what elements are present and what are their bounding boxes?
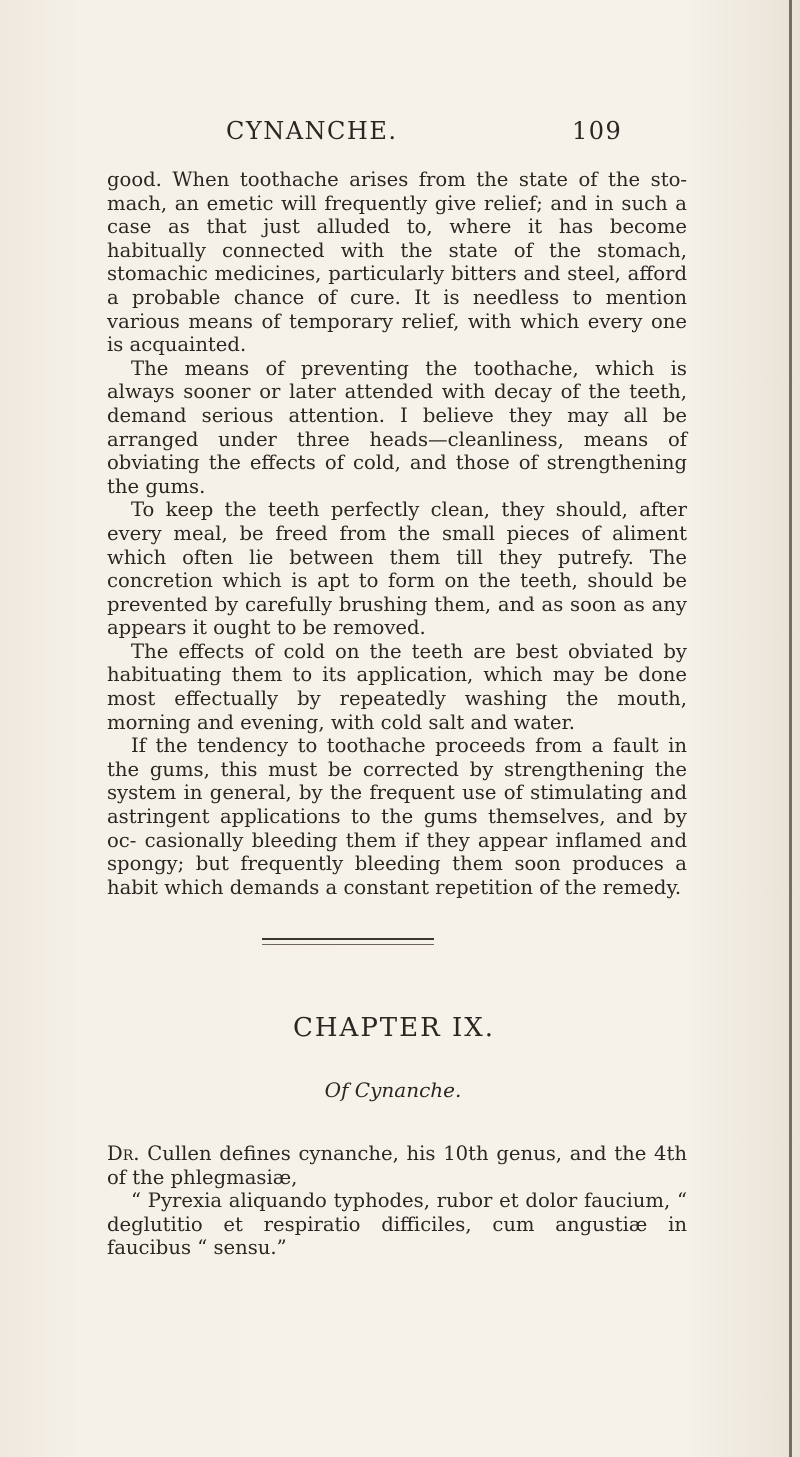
chapter-text bbox=[107, 1142, 687, 1260]
chapter-intro-lead: Dr. bbox=[107, 1142, 140, 1165]
body-text bbox=[107, 168, 687, 899]
paragraph: To keep the teeth perfectly clean, they should, after every meal, be freed from the small pieces of aliment which often lie between them till they putrefy. The concretion which is apt to form on the teeth, should be prevented by carefully brushing them, and as soon as any appears it ought to be removed. bbox=[107, 498, 687, 640]
chapter-intro bbox=[107, 1142, 687, 1189]
paragraph: If the tendency to toothache proceeds from a fault in the gums, this must be corrected by strengthening the system in general, by the frequent use of stimulating and astringent applications to the gums themselves, and by oc- casionally bleeding them if they appear inflamed and spongy; but frequently bleeding them soon produces a habit which demands a constant repetition of the remedy. bbox=[107, 734, 687, 899]
chapter-subtitle: Of Cynanche. bbox=[324, 1078, 462, 1102]
chapter-intro-text: Cullen defines cynanche, his 10th genus, and the 4th of the phlegmasiæ, bbox=[107, 1142, 687, 1189]
chapter-heading: CHAPTER IX. bbox=[292, 1013, 496, 1043]
page-edge bbox=[789, 0, 792, 1457]
paragraph: good. When toothache arises from the state of the sto- mach, an emetic will frequently give relief; and in such a case as that just alluded to, where it has become habitually connected with the state of the stomach, stomachic medicines, particularly bitters and steel, afford a probable chance of cure. It is needless to mention various means of temporary relief, with which every one is acquainted. bbox=[107, 168, 687, 357]
latin-quote: “ Pyrexia aliquando typhodes, rubor et dolor faucium, “ deglutitio et respiratio difficiles, cum angustiæ in faucibus “ sensu.” bbox=[107, 1189, 687, 1260]
running-title: CYNANCHE. bbox=[226, 117, 398, 145]
section-divider bbox=[262, 938, 434, 945]
paragraph: The effects of cold on the teeth are best obviated by habituating them to its application, which may be done most effectually by repeatedly washing the mouth, morning and evening, with cold salt and water. bbox=[107, 639, 687, 734]
paragraph: The means of preventing the toothache, which is always sooner or later attended with decay of the teeth, demand serious attention. I believe they may all be arranged under three heads—cleanliness, means of obviating the effects of cold, and those of strengthening the gums. bbox=[107, 356, 687, 498]
page-number: 109 bbox=[572, 117, 623, 145]
